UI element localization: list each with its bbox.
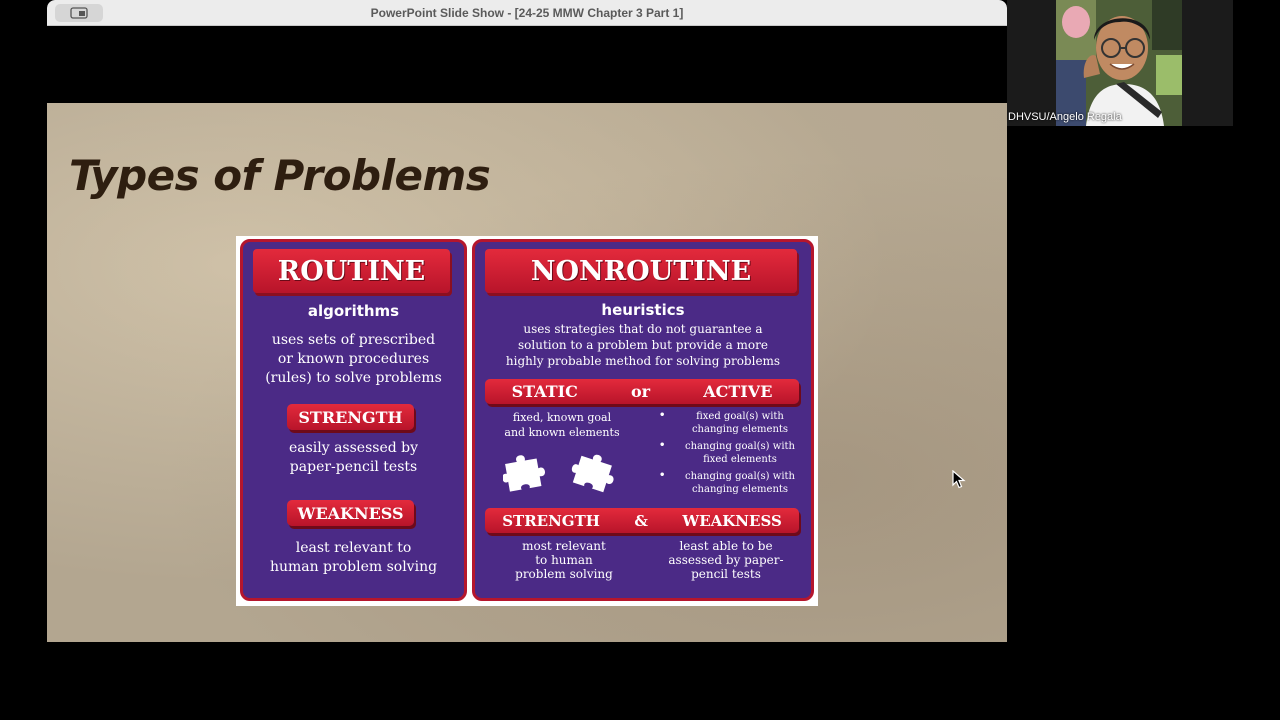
or-label: or	[630, 382, 651, 401]
sw-strength-line: to human	[535, 553, 593, 567]
problem-types-graphic	[236, 236, 818, 606]
sw-weakness-label: WEAKNESS	[682, 511, 782, 530]
routine-strength-label-text: STRENGTH	[298, 407, 403, 427]
static-active-bar	[485, 379, 799, 404]
sidebar-toggle-icon	[70, 7, 88, 19]
window-titlebar[interactable]	[47, 0, 1007, 26]
routine-strength-text	[243, 439, 464, 477]
static-text-line: and known elements	[504, 426, 620, 439]
active-item-line: fixed goal(s) with	[696, 411, 784, 422]
routine-weakness-label-text: WEAKNESS	[297, 503, 404, 523]
slide[interactable]	[47, 103, 1007, 642]
puzzle-piece-icon	[503, 452, 555, 494]
routine-subtitle: algorithms	[307, 302, 400, 320]
participant-avatar-icon	[1056, 0, 1182, 126]
active-item: • changing goal(s) with fixed elements	[659, 440, 795, 465]
nonroutine-description	[475, 321, 811, 369]
active-item: • fixed goal(s) with changing elements	[659, 410, 789, 435]
slideshow-window	[47, 0, 1007, 720]
routine-description-line: (rules) to solve problems	[265, 370, 442, 386]
nonroutine-banner-label: NONROUTINE	[530, 255, 752, 287]
routine-strength-label	[287, 404, 414, 430]
active-item-line: changing goal(s) with	[685, 471, 795, 482]
routine-panel	[240, 239, 467, 601]
static-label: STATIC	[511, 382, 578, 401]
sw-and-label: &	[634, 511, 648, 530]
active-item: • changing goal(s) with changing elements	[659, 470, 795, 495]
sw-weakness-text	[651, 539, 801, 581]
routine-weakness-line: least relevant to	[295, 540, 412, 556]
sidebar-toggle-button[interactable]	[55, 4, 103, 22]
routine-weakness-label	[287, 500, 414, 526]
routine-description-line: uses sets of prescribed	[271, 332, 436, 348]
sw-weakness-line: assessed by paper-	[668, 553, 784, 567]
static-text-line: fixed, known goal	[512, 411, 612, 424]
active-item-line: changing elements	[691, 424, 789, 435]
nonroutine-banner	[485, 249, 797, 293]
sw-strength-line: problem solving	[515, 567, 613, 581]
routine-description	[243, 331, 464, 388]
nonroutine-subtitle: heuristics	[601, 301, 685, 319]
puzzle-piece-icon	[571, 452, 627, 494]
routine-strength-line: paper-pencil tests	[289, 459, 418, 475]
participant-video	[1056, 0, 1182, 126]
nonroutine-description-line: highly probable method for solving problems	[505, 354, 781, 368]
sw-strength-label: STRENGTH	[502, 511, 600, 530]
active-item-line: changing goal(s) with	[685, 441, 795, 452]
strength-weakness-bar	[485, 508, 799, 533]
routine-banner-label: ROUTINE	[277, 255, 426, 287]
static-text	[481, 410, 643, 440]
active-label: ACTIVE	[703, 382, 773, 401]
sw-strength-line: most relevant	[522, 539, 606, 553]
sw-weakness-line: pencil tests	[691, 567, 761, 581]
nonroutine-panel	[472, 239, 814, 601]
active-item-line: changing elements	[691, 484, 789, 495]
slide-title: Types of Problems	[69, 151, 491, 200]
sw-strength-text	[489, 539, 639, 581]
participant-name: DHVSU/Angelo Regala	[1008, 111, 1122, 123]
routine-weakness-line: human problem solving	[269, 559, 438, 575]
nonroutine-description-line: solution to a problem but provide a more	[518, 338, 768, 352]
mouse-pointer-icon	[952, 470, 966, 490]
nonroutine-description-line: uses strategies that do not guarantee a	[523, 322, 763, 336]
sw-weakness-line: least able to be	[679, 539, 773, 553]
routine-weakness-text	[243, 539, 464, 577]
participant-video-tile[interactable]	[1007, 0, 1233, 126]
window-title: PowerPoint Slide Show - [24-25 MMW Chapter 3 Part 1]	[370, 5, 684, 20]
routine-banner	[253, 249, 450, 293]
active-item-line: fixed elements	[703, 454, 777, 465]
routine-strength-line: easily assessed by	[288, 440, 419, 456]
routine-description-line: or known procedures	[277, 351, 430, 367]
